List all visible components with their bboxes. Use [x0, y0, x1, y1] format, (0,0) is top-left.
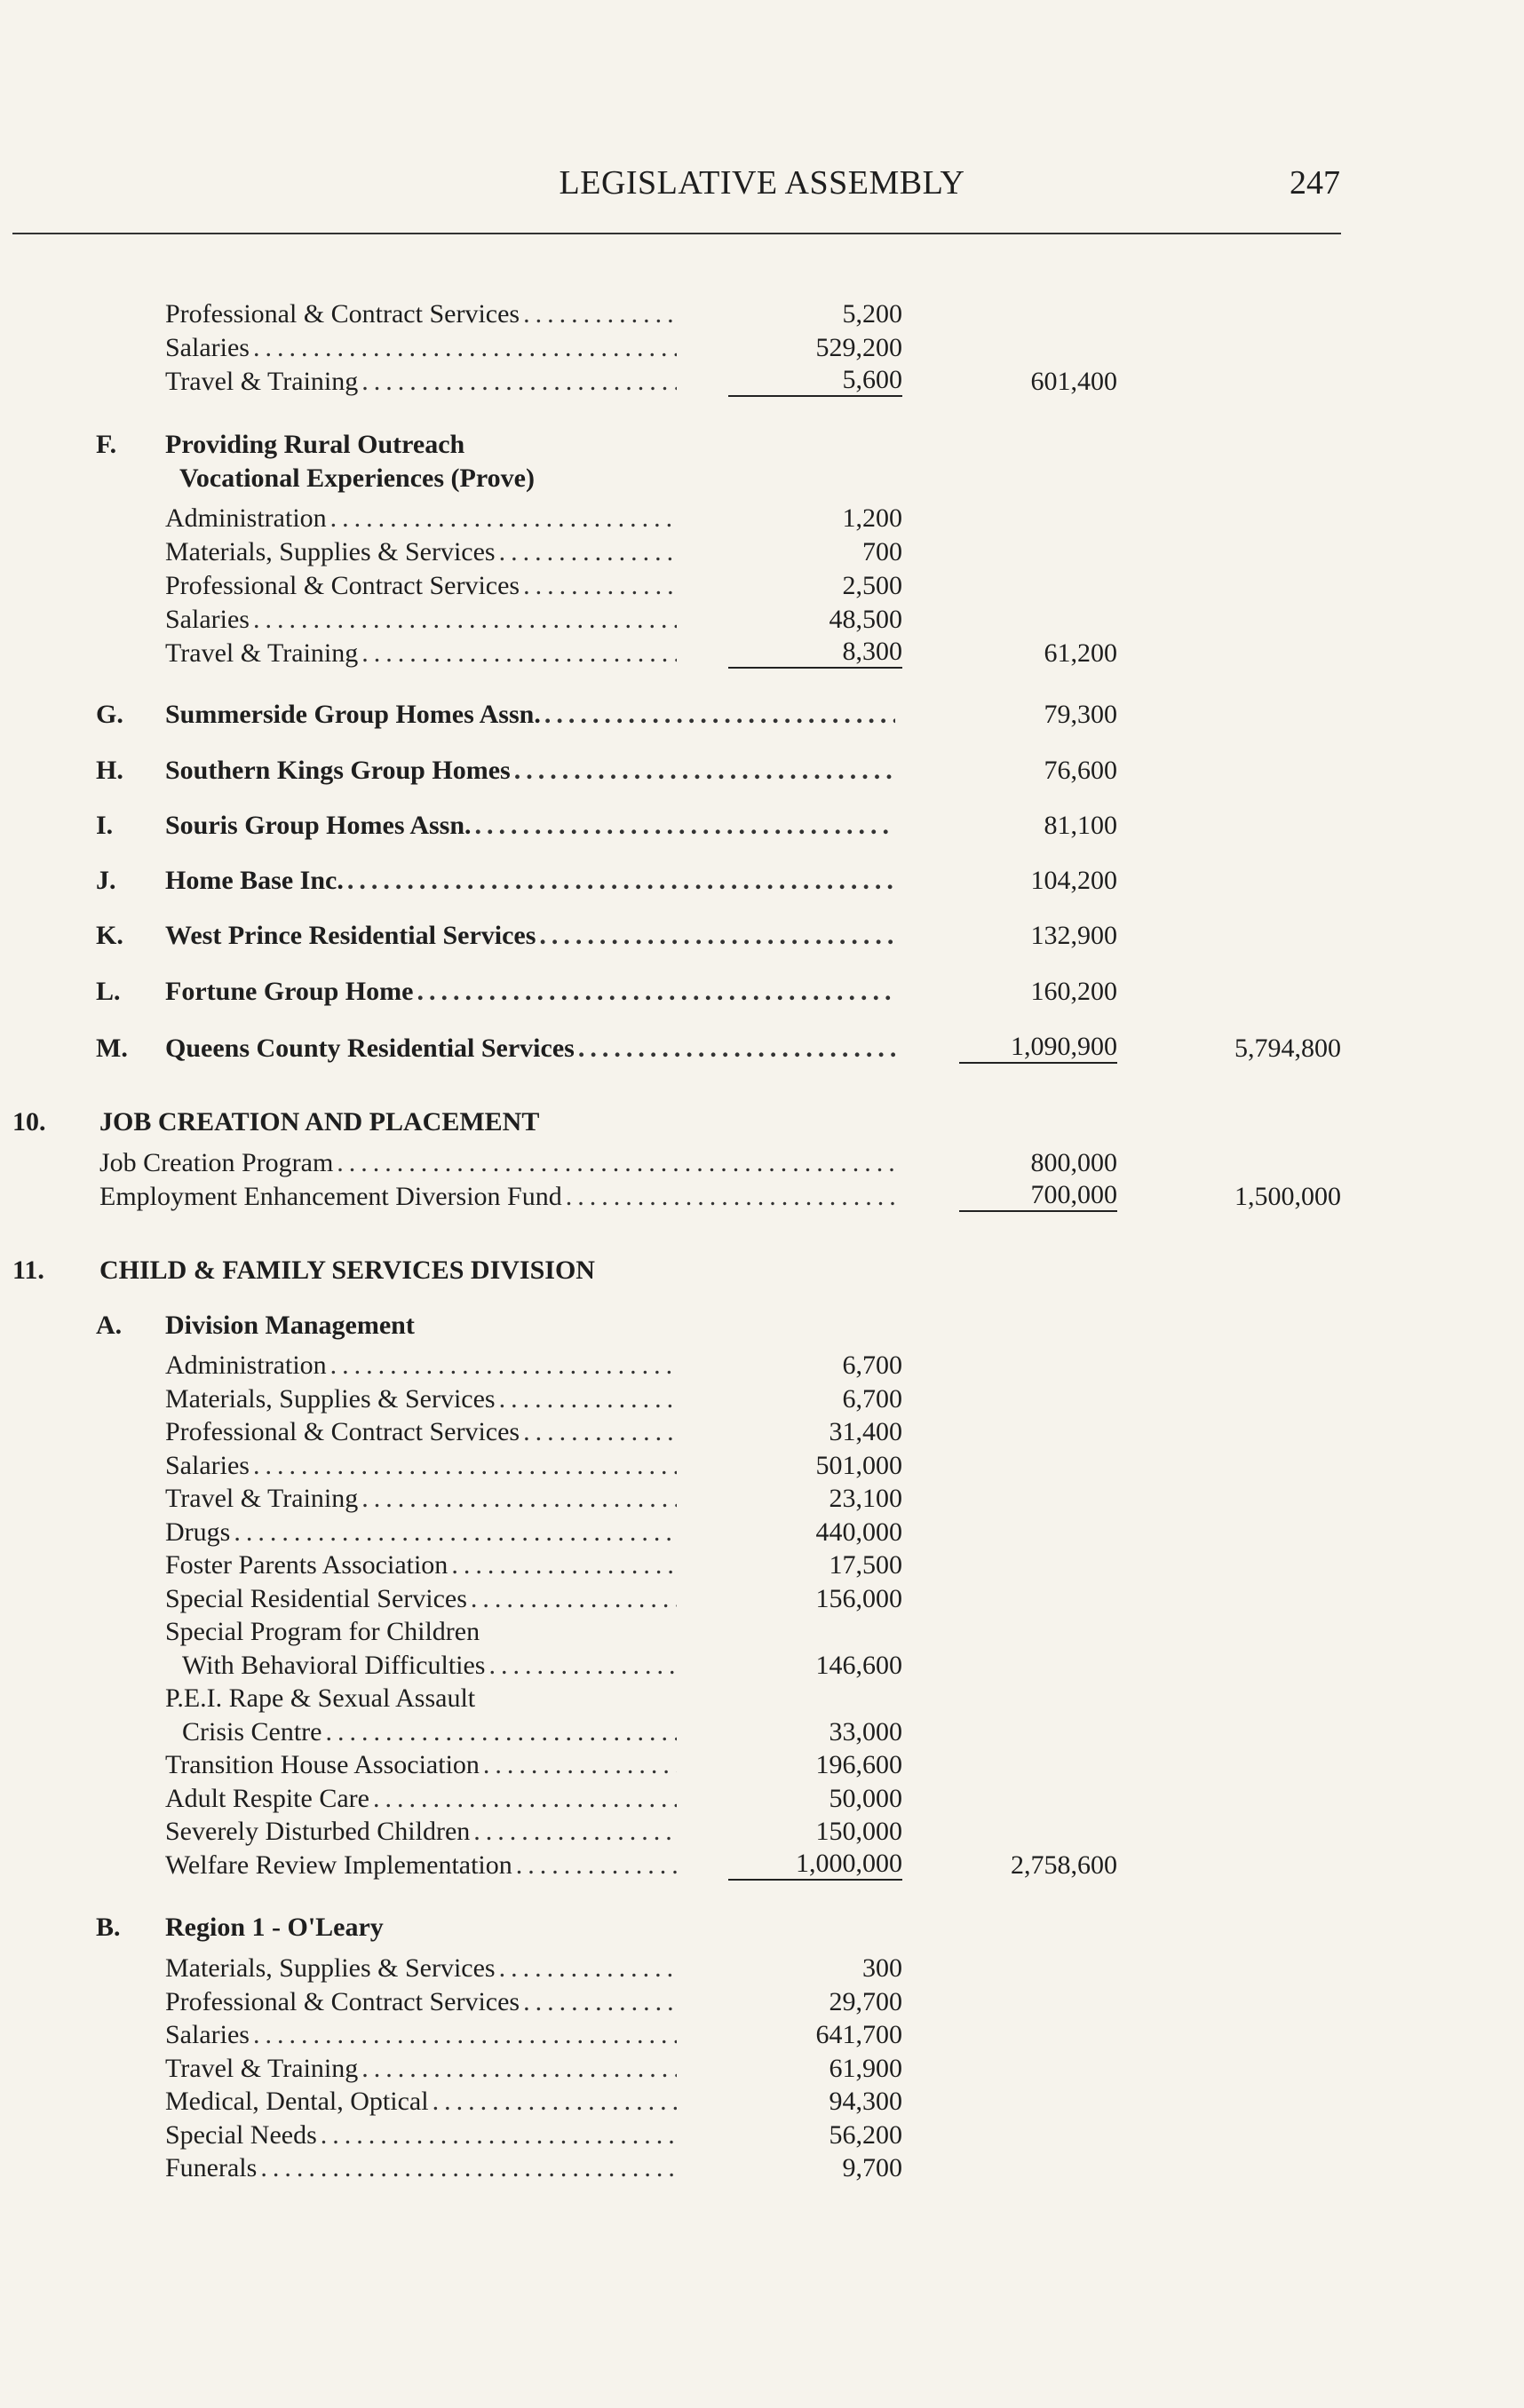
- line-item: Salaries ..... 529,200: [0, 331, 1524, 365]
- section-heading: 10. JOB CREATION AND PLACEMENT: [12, 1107, 540, 1137]
- amount: 33,000: [829, 1717, 902, 1747]
- line-item: Crisis Centre ..... 33,000: [0, 1715, 1524, 1749]
- line-item: Drugs ..... 440,000: [0, 1516, 1524, 1549]
- line-item: Special Program for Children: [165, 1617, 480, 1646]
- section-total: 5,794,800: [1234, 1034, 1341, 1063]
- amount: 501,000: [815, 1451, 902, 1480]
- group-item: G. Summerside Group Homes Assn. ..... 79,300: [0, 698, 1524, 732]
- line-item: Professional & Contract Services ..... 5,200: [0, 297, 1524, 331]
- amount: 9,700: [842, 2153, 902, 2182]
- line-item: Salaries ..... 641,700: [0, 2018, 1524, 2052]
- subtotal: 2,758,600: [1011, 1850, 1117, 1880]
- line-item: Salaries ..... 501,000: [0, 1449, 1524, 1483]
- section-heading: 11. CHILD & FAMILY SERVICES DIVISION: [12, 1255, 595, 1285]
- line-item: Materials, Supplies & Services ..... 6,700: [0, 1382, 1524, 1416]
- line-item: Travel & Training ..... 23,100: [0, 1482, 1524, 1516]
- amount: 529,200: [815, 333, 902, 362]
- line-item: Employment Enhancement Diversion Fund ..... 700,000 1,500,000: [0, 1180, 1524, 1214]
- line-item: Funerals ..... 9,700: [0, 2151, 1524, 2185]
- line-item: Administration ..... 1,200: [0, 502, 1524, 535]
- amount: 48,500: [829, 605, 902, 634]
- section-heading: B. Region 1 - O'Leary: [96, 1913, 384, 1942]
- subtotal: 61,200: [1044, 638, 1117, 668]
- amount: 800,000: [1030, 1148, 1117, 1177]
- section-heading: A. Division Management: [96, 1311, 415, 1340]
- line-item: Special Residential Services ..... 156,000: [0, 1582, 1524, 1616]
- line-item: Materials, Supplies & Services ..... 700: [0, 535, 1524, 569]
- group-item: K. West Prince Residential Services ..... 132,900: [0, 919, 1524, 953]
- line-item: Administration ..... 6,700: [0, 1349, 1524, 1382]
- section-heading: F. Providing Rural Outreach: [96, 430, 465, 459]
- amount: 29,700: [829, 1987, 902, 2016]
- amount: 641,700: [815, 2020, 902, 2049]
- line-item: Medical, Dental, Optical ..... 94,300: [0, 2085, 1524, 2119]
- line-item: Materials, Supplies & Services ..... 300: [0, 1952, 1524, 1985]
- amount: 150,000: [815, 1817, 902, 1846]
- line-item: Severely Disturbed Children ..... 150,000: [0, 1815, 1524, 1849]
- line-item: Adult Respite Care ..... 50,000: [0, 1782, 1524, 1816]
- amount: 23,100: [829, 1484, 902, 1513]
- amount: 94,300: [829, 2087, 902, 2116]
- amount: 61,900: [829, 2054, 902, 2083]
- page-header-title: LEGISLATIVE ASSEMBLY: [559, 164, 965, 202]
- group-item: H. Southern Kings Group Homes ..... 76,600: [0, 754, 1524, 788]
- amount: 56,200: [829, 2120, 902, 2150]
- section-total: 1,500,000: [1234, 1182, 1341, 1211]
- amount: 5,200: [842, 299, 902, 329]
- amount: 700,000: [959, 1180, 1117, 1212]
- line-item: Job Creation Program ..... 800,000: [0, 1146, 1524, 1180]
- amount: 5,600: [728, 365, 902, 397]
- line-item: Foster Parents Association ..... 17,500: [0, 1549, 1524, 1582]
- line-item: Professional & Contract Services ..... 31,400: [0, 1415, 1524, 1449]
- header-rule: [12, 233, 1341, 234]
- line-item: P.E.I. Rape & Sexual Assault: [165, 1683, 476, 1713]
- amount: 1,200: [842, 503, 902, 533]
- amount: 81,100: [1044, 811, 1117, 840]
- amount: 700: [862, 537, 902, 566]
- amount: 6,700: [842, 1384, 902, 1414]
- amount: 1,000,000: [728, 1849, 902, 1881]
- line-item: Welfare Review Implementation ..... 1,000,000 2,758,600: [0, 1849, 1524, 1882]
- amount: 160,200: [1030, 977, 1117, 1006]
- amount: 196,600: [815, 1750, 902, 1779]
- subtotal: 601,400: [1030, 367, 1117, 396]
- section-heading: Vocational Experiences (Prove): [179, 463, 535, 493]
- line-item: Professional & Contract Services ..... 29,700: [0, 1985, 1524, 2019]
- line-item: Travel & Training ..... 5,600 601,400: [0, 365, 1524, 399]
- line-item: Travel & Training ..... 8,300 61,200: [0, 637, 1524, 670]
- amount: 8,300: [728, 637, 902, 669]
- line-item: Travel & Training ..... 61,900: [0, 2052, 1524, 2086]
- line-item: Salaries ..... 48,500: [0, 603, 1524, 637]
- amount: 146,600: [815, 1651, 902, 1680]
- group-item: J. Home Base Inc. ..... 104,200: [0, 864, 1524, 898]
- group-item: M. Queens County Residential Services ..... 1,090,900 5,794,800: [0, 1032, 1524, 1065]
- amount: 31,400: [829, 1417, 902, 1446]
- line-item: Transition House Association ..... 196,600: [0, 1748, 1524, 1782]
- amount: 156,000: [815, 1584, 902, 1613]
- group-item: L. Fortune Group Home ..... 160,200: [0, 975, 1524, 1009]
- group-item: I. Souris Group Homes Assn. ..... 81,100: [0, 809, 1524, 843]
- amount: 76,600: [1044, 756, 1117, 785]
- amount: 79,300: [1044, 700, 1117, 729]
- amount: 132,900: [1030, 921, 1117, 950]
- amount: 50,000: [829, 1784, 902, 1813]
- amount: 300: [862, 1953, 902, 1983]
- line-item: Professional & Contract Services ..... 2,500: [0, 569, 1524, 603]
- line-item: With Behavioral Difficulties ..... 146,600: [0, 1649, 1524, 1683]
- amount: 440,000: [815, 1517, 902, 1547]
- amount: 17,500: [829, 1550, 902, 1580]
- amount: 104,200: [1030, 866, 1117, 895]
- page-number: 247: [1290, 164, 1340, 202]
- amount: 2,500: [842, 571, 902, 600]
- line-item: Special Needs ..... 56,200: [0, 2119, 1524, 2152]
- amount: 1,090,900: [959, 1032, 1117, 1064]
- amount: 6,700: [842, 1351, 902, 1380]
